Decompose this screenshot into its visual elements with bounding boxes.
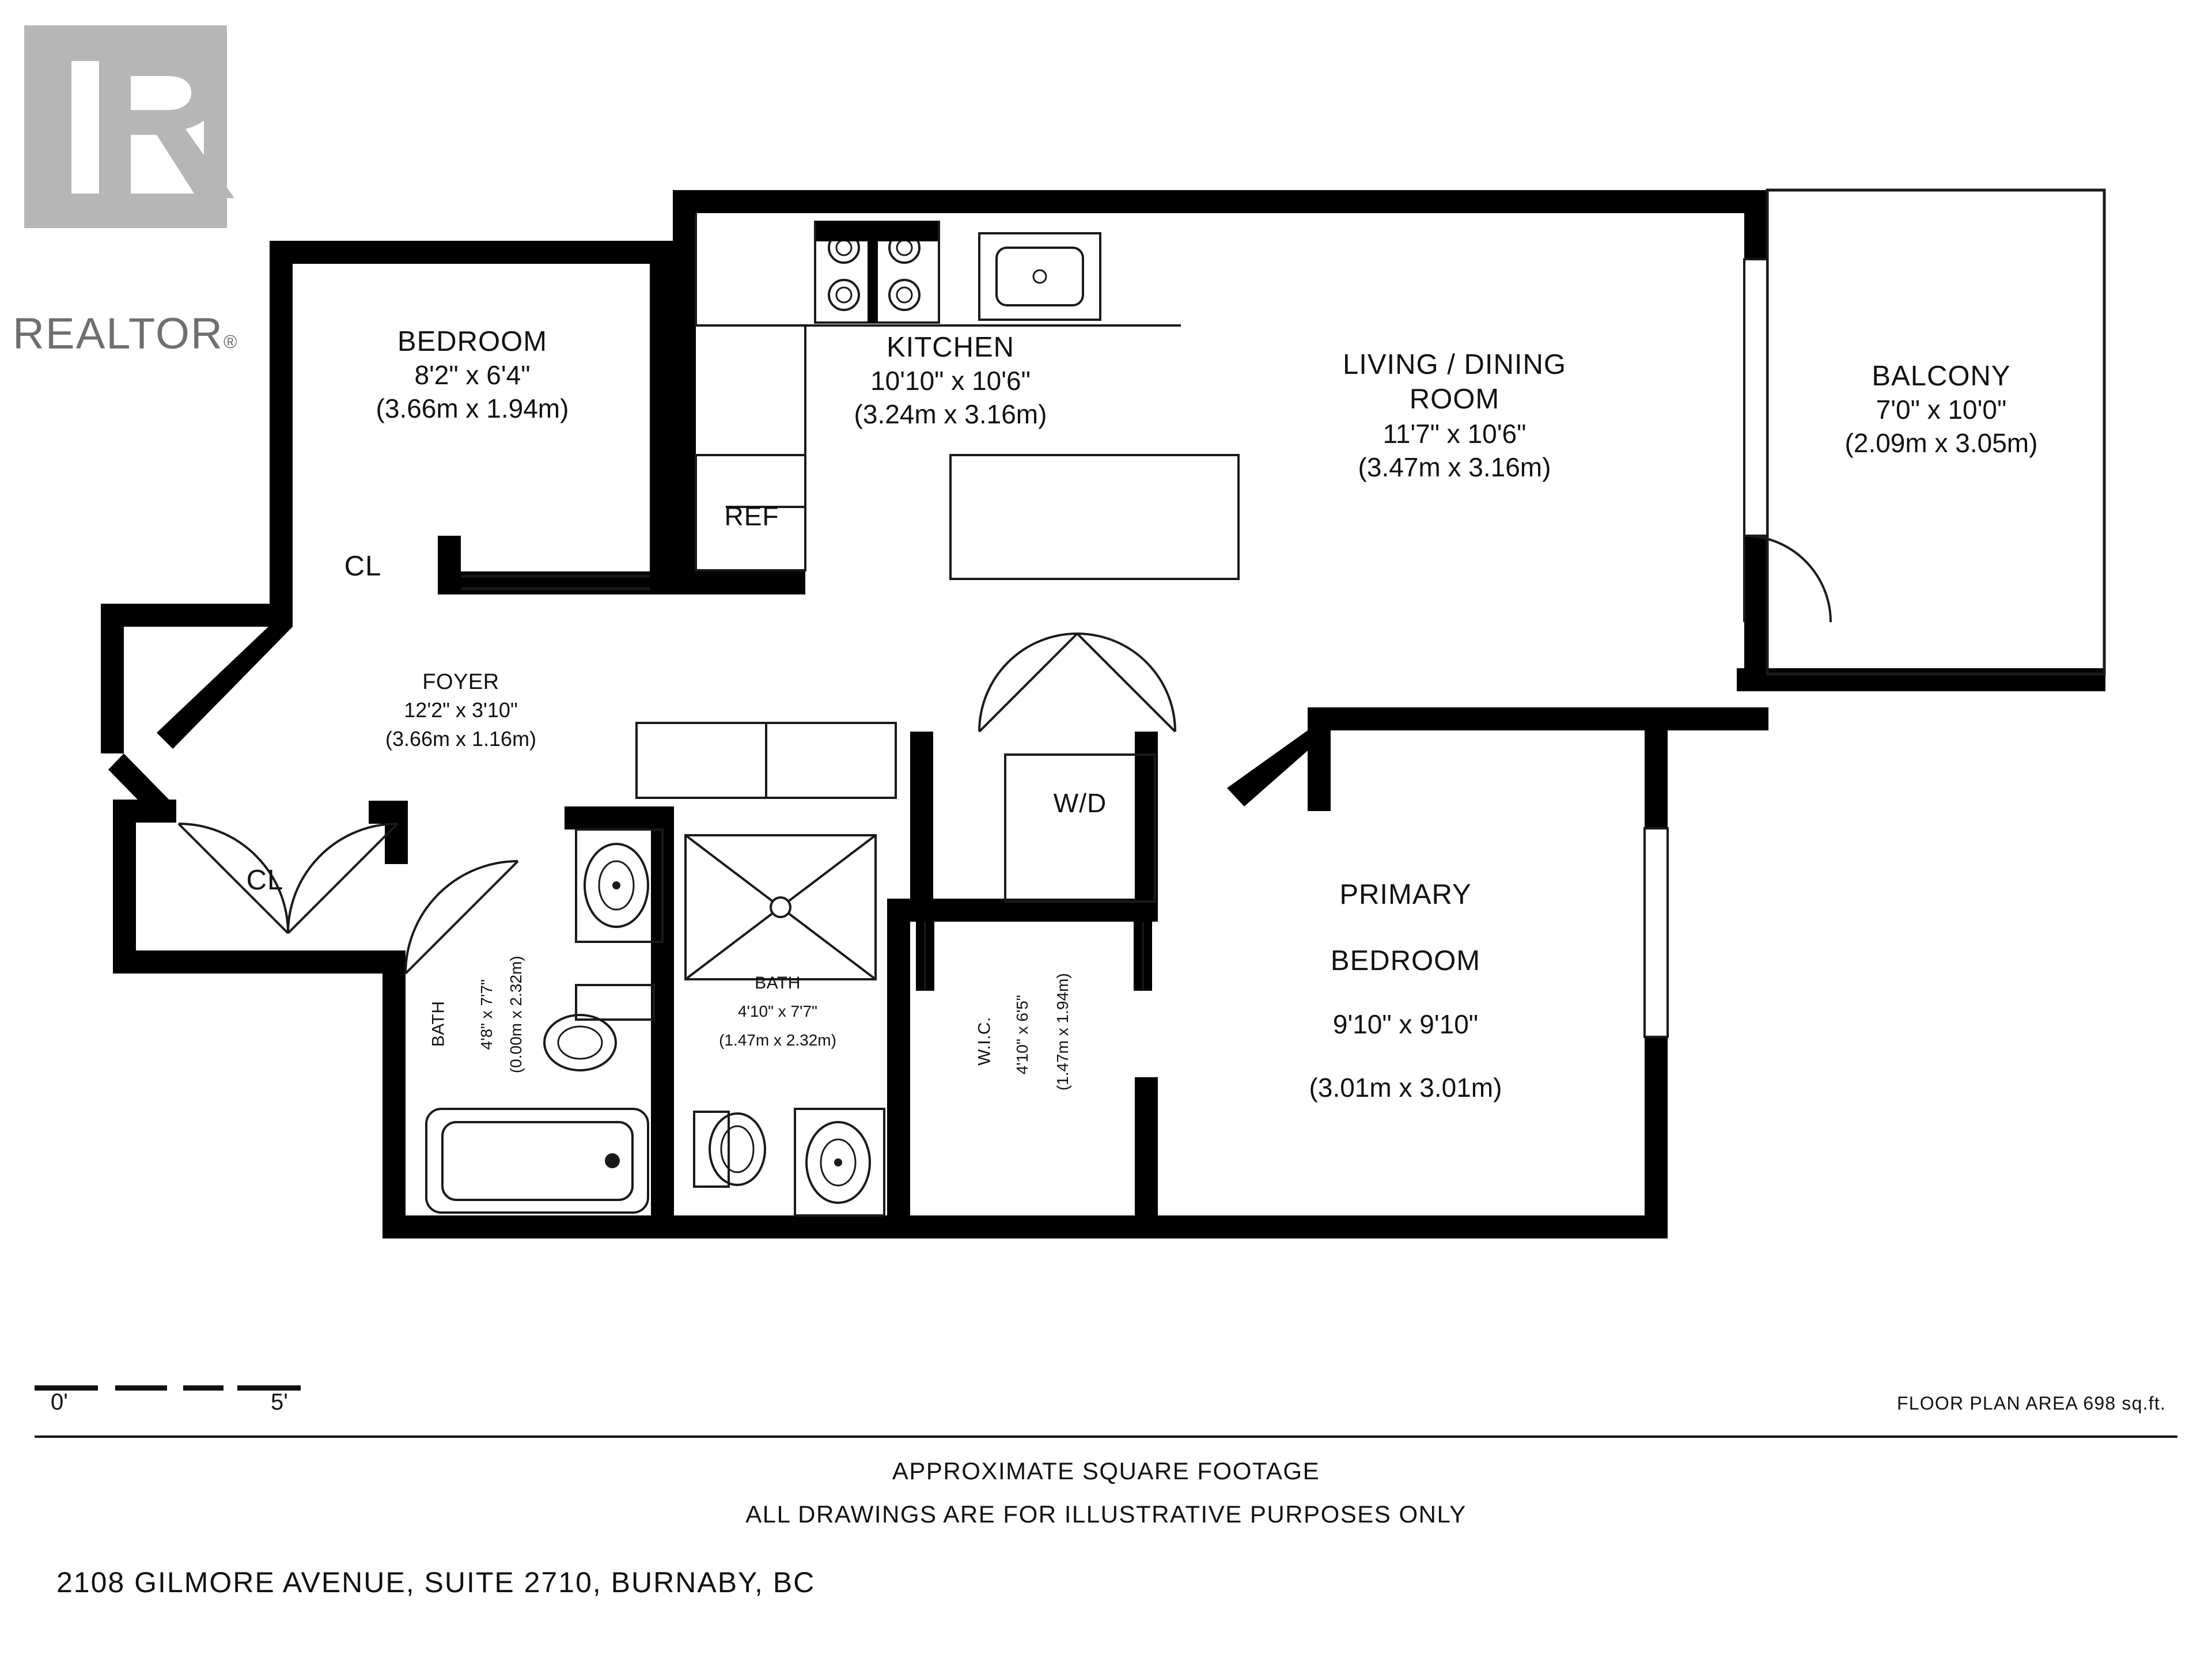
footer-line-2: ALL DRAWINGS ARE FOR ILLUSTRATIVE PURPOSES ONLY bbox=[745, 1501, 1467, 1528]
room-label-balcony-name: BALCONY bbox=[1872, 361, 2011, 392]
room-label-primary-dim-m: (3.01m x 3.01m) bbox=[1309, 1073, 1502, 1103]
room-label-bath-main-dim-ft: 4'10" x 7'7" bbox=[738, 1002, 817, 1020]
room-label-living-dim-ft: 11'7" x 10'6" bbox=[1382, 419, 1527, 449]
scale-seg-3 bbox=[183, 1385, 224, 1391]
scale-seg-4 bbox=[237, 1385, 301, 1391]
room-label-living-name2: ROOM bbox=[1409, 384, 1500, 415]
room-label-kitchen-dim-m: (3.24m x 3.16m) bbox=[854, 399, 1047, 429]
room-label-bedroom-name: BEDROOM bbox=[397, 326, 548, 357]
room-label-wic-dim-ft: 4'10" x 6'5" bbox=[1013, 995, 1031, 1075]
room-label-primary-name2: BEDROOM bbox=[1330, 945, 1481, 976]
footer-divider bbox=[35, 1435, 2177, 1438]
room-label-bath-main-name: BATH bbox=[755, 974, 801, 993]
room-label-foyer-name: FOYER bbox=[422, 670, 499, 694]
room-label-bath-ensuite-dim-m: (0.00m x 2.32m) bbox=[506, 956, 525, 1074]
room-label-foyer-dim-m: (3.66m x 1.16m) bbox=[385, 727, 537, 751]
scale-bar bbox=[35, 1380, 305, 1403]
room-label-wic-name: W.I.C. bbox=[975, 1017, 994, 1066]
washer-dryer-label: W/D bbox=[1053, 788, 1107, 818]
closet-label-foyer: CL bbox=[246, 865, 284, 896]
room-label-bath-main-dim-m: (1.47m x 2.32m) bbox=[719, 1031, 836, 1049]
room-label-primary-name: PRIMARY bbox=[1339, 879, 1472, 910]
realtor-word: REALTOR bbox=[13, 309, 224, 358]
scale-label-start: 0' bbox=[51, 1389, 68, 1415]
scale-seg-2 bbox=[115, 1385, 167, 1391]
room-label-kitchen-name: KITCHEN bbox=[886, 332, 1015, 363]
room-label-living-name: LIVING / DINING bbox=[1342, 349, 1566, 380]
realtor-reg: ® bbox=[223, 331, 237, 352]
ref-label: REF bbox=[724, 501, 779, 531]
room-label-bedroom-dim-ft: 8'2" x 6'4" bbox=[414, 360, 531, 390]
room-label-balcony-dim-m: (2.09m x 3.05m) bbox=[1844, 428, 2038, 458]
room-label-foyer-dim-ft: 12'2" x 3'10" bbox=[404, 698, 518, 722]
floor-plan-area-note: FLOOR PLAN AREA 698 sq.ft. bbox=[1897, 1393, 2166, 1414]
room-label-wic-dim-m: (1.47m x 1.94m) bbox=[1053, 973, 1071, 1091]
room-label-living-dim-m: (3.47m x 3.16m) bbox=[1358, 452, 1551, 482]
room-label-kitchen-dim-ft: 10'10" x 10'6" bbox=[870, 366, 1031, 396]
room-label-bath-ensuite-name: BATH bbox=[429, 1001, 448, 1047]
room-label-balcony-dim-ft: 7'0" x 10'0" bbox=[1876, 395, 2007, 425]
room-label-bath-ensuite-dim-ft: 4'8" x 7'7" bbox=[477, 979, 495, 1050]
room-label-primary-dim-ft: 9'10" x 9'10" bbox=[1332, 1009, 1479, 1039]
closet-label-bedroom: CL bbox=[344, 551, 382, 582]
footer-line-1: APPROXIMATE SQUARE FOOTAGE bbox=[892, 1457, 1320, 1484]
property-address: 2108 GILMORE AVENUE, SUITE 2710, BURNABY, BC bbox=[56, 1566, 816, 1599]
scale-label-end: 5' bbox=[271, 1389, 288, 1415]
room-label-bedroom-dim-m: (3.66m x 1.94m) bbox=[376, 393, 569, 423]
